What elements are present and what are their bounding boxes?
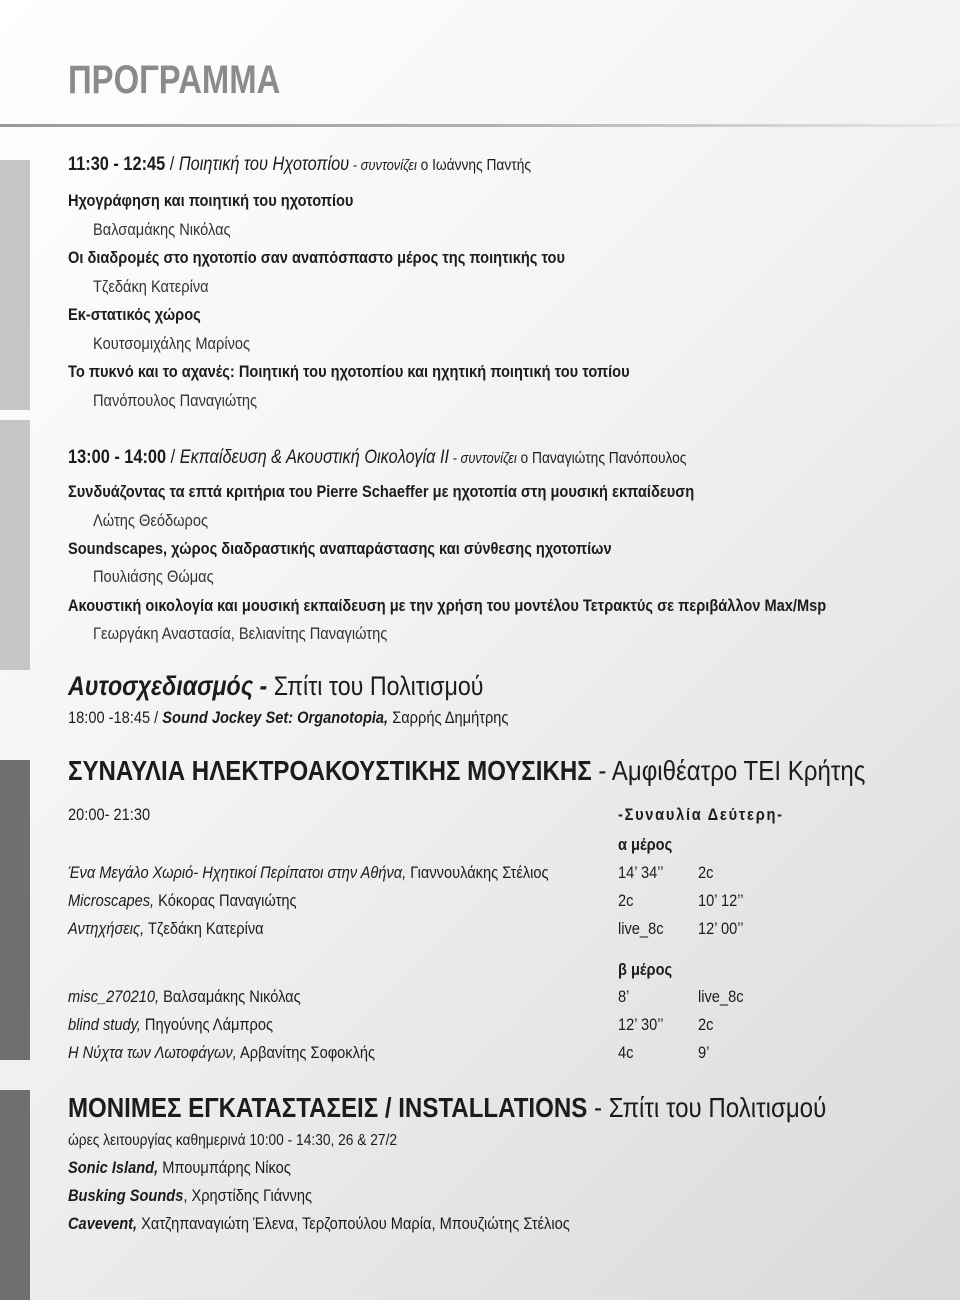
- session2-time: 13:00 - 14:00: [68, 447, 167, 468]
- improvisation-set: Sound Jockey Set: Organotopia,: [162, 708, 389, 727]
- talk-title: Ηχογράφηση και ποιητική του ηχοτοπίου: [68, 191, 354, 210]
- session2-heading: [68, 447, 686, 469]
- duration-cell: 14’ 34’’: [618, 863, 664, 882]
- side-bar-1: [0, 160, 30, 410]
- session1-theme: Ποιητική του Ηχοτοπίου: [178, 154, 350, 175]
- concert-row: [68, 919, 264, 939]
- part-b-label: β μέρος: [618, 960, 673, 979]
- duration-cell: live_8c: [618, 919, 664, 938]
- duration-cell: 12’ 30’’: [618, 1015, 664, 1034]
- talk-title: Εκ-στατικός χώρος: [68, 305, 201, 324]
- improvisation-venue: Σπίτι του Πολιτισμού: [267, 671, 484, 701]
- talk-title: Ακουστική οικολογία και μουσική εκπαίδευση με την χρήση του μοντέλου Τετρακτύς σε περιβάλλον Max/Msp: [68, 596, 827, 615]
- concert-row: [68, 891, 297, 911]
- format-cell: 2c: [698, 863, 714, 882]
- installations-hours: ώρες λειτουργίας καθημερινά 10:00 - 14:30, 26 & 27/2: [68, 1132, 398, 1149]
- work-title: Αντηχήσεις,: [68, 919, 145, 938]
- session1-coord-label: - συντονίζει: [349, 157, 417, 174]
- installation-work: Cavevent,: [68, 1214, 138, 1233]
- session1-coordinator: ο Ιωάννης Παντής: [416, 157, 531, 174]
- side-bar-4: [0, 1090, 30, 1300]
- composer: Κόκορας Παναγιώτης: [154, 891, 297, 910]
- session1-separator: /: [165, 154, 179, 175]
- improvisation-heading: [68, 671, 484, 702]
- installation-artists: Χατζηπαναγιώτη Έλενα, Τερζοπούλου Μαρία, Μπουζιώτης Στέλιος: [137, 1214, 570, 1233]
- duration-cell: 8’: [618, 987, 630, 1006]
- concert-title: ΣΥΝΑΥΛΙΑ ΗΛΕΚΤΡΟΑΚΟΥΣΤΙΚΗΣ ΜΟΥΣΙΚΗΣ: [68, 755, 592, 786]
- part-a-label: α μέρος: [618, 835, 673, 854]
- concert-row: [68, 1043, 375, 1063]
- talk-title: Οι διαδρομές στο ηχοτοπίο σαν αναπόσπαστο μέρος της ποιητικής του: [68, 248, 566, 267]
- installation-item: [68, 1158, 291, 1178]
- installations-heading: [68, 1092, 826, 1124]
- format-cell: 9’: [698, 1043, 710, 1062]
- concert-row: [68, 1015, 273, 1035]
- talk-author: Βαλσαμάκης Νικόλας: [93, 220, 231, 239]
- talk-author: Κουτσομιχάλης Μαρίνος: [93, 334, 251, 353]
- talk-title: Soundscapes, χώρος διαδραστικής αναπαράστασης και σύνθεσης ηχοτοπίων: [68, 539, 612, 558]
- installation-work: Sonic Island,: [68, 1158, 159, 1177]
- talk-author: Γεωργάκη Αναστασία, Βελιανίτης Παναγιώτης: [93, 624, 388, 643]
- format-cell: 2c: [698, 1015, 714, 1034]
- duration-cell: 2c: [618, 891, 634, 910]
- concert-venue: - Αμφιθέατρο ΤΕΙ Κρήτης: [591, 755, 866, 786]
- composer: Γιαννουλάκης Στέλιος: [406, 863, 549, 882]
- installation-artists: Μπουμπάρης Νίκος: [158, 1158, 291, 1177]
- concert-heading: [68, 755, 865, 787]
- session1-time: 11:30 - 12:45: [68, 154, 166, 175]
- composer: Πηγούνης Λάμπρος: [140, 1015, 274, 1034]
- work-title: misc_270210,: [68, 987, 160, 1006]
- concert-label: -Συναυλία Δεύτερη-: [618, 805, 784, 824]
- talk-author: Λώτης Θεόδωρος: [93, 511, 209, 530]
- format-cell: 12’ 00’’: [698, 919, 744, 938]
- work-title: Η Νύχτα των Λωτοφάγων,: [68, 1043, 237, 1062]
- composer: Αρβανίτης Σοφοκλής: [236, 1043, 376, 1062]
- installation-work: Busking Sounds: [68, 1186, 184, 1205]
- improvisation-performer: Σαρρής Δημήτρης: [388, 708, 509, 727]
- talk-author: Τζεδάκη Κατερίνα: [93, 277, 209, 296]
- page-title: ΠΡΟΓΡΑΜΜΑ: [68, 58, 281, 102]
- talk-title: Το πυκνό και το αχανές: Ποιητική του ηχοτοπίου και ηχητική ποιητική του τοπίου: [68, 362, 630, 381]
- composer: Βαλσαμάκης Νικόλας: [159, 987, 301, 1006]
- side-bar-2: [0, 420, 30, 670]
- improvisation-title: Αυτοσχεδιασμός -: [68, 671, 268, 701]
- format-cell: 10’ 12’’: [698, 891, 744, 910]
- session2-theme: Εκπαίδευση & Ακουστική Οικολογία ΙΙ: [179, 447, 450, 468]
- improvisation-line: [68, 708, 508, 728]
- talk-author: Πανόπουλος Παναγιώτης: [93, 391, 258, 410]
- session2-separator: /: [166, 447, 180, 468]
- session1-heading: [68, 154, 531, 176]
- concert-time: 20:00- 21:30: [68, 805, 151, 824]
- work-title: Ένα Μεγάλο Χωριό- Ηχητικοί Περίπατοι στην Αθήνα,: [68, 863, 407, 882]
- concert-row: [68, 863, 549, 883]
- concert-row: [68, 987, 301, 1007]
- talk-title: Συνδυάζοντας τα επτά κριτήρια του Pierre Schaeffer με ηχοτοπία στη μουσική εκπαίδευση: [68, 482, 695, 501]
- installations-venue: - Σπίτι του Πολιτισμού: [587, 1092, 827, 1123]
- installation-item: [68, 1214, 570, 1234]
- side-bar-3: [0, 760, 30, 1060]
- installation-artists: , Χρηστίδης Γιάννης: [183, 1186, 313, 1205]
- duration-cell: 4c: [618, 1043, 634, 1062]
- session2-coordinator: ο Παναγιώτης Πανόπουλος: [516, 450, 687, 467]
- work-title: blind study,: [68, 1015, 141, 1034]
- session2-coord-label: - συντονίζει: [449, 450, 517, 467]
- composer: Τζεδάκη Κατερίνα: [144, 919, 264, 938]
- title-divider: [0, 124, 960, 127]
- talk-author: Πουλιάσης Θώμας: [93, 567, 214, 586]
- work-title: Microscapes,: [68, 891, 155, 910]
- installation-item: [68, 1186, 312, 1206]
- improvisation-time: 18:00 -18:45 /: [68, 708, 163, 727]
- installations-title: ΜΟΝΙΜΕΣ ΕΓΚΑΤΑΣΤΑΣΕΙΣ / INSTALLATIONS: [68, 1092, 588, 1123]
- format-cell: live_8c: [698, 987, 744, 1006]
